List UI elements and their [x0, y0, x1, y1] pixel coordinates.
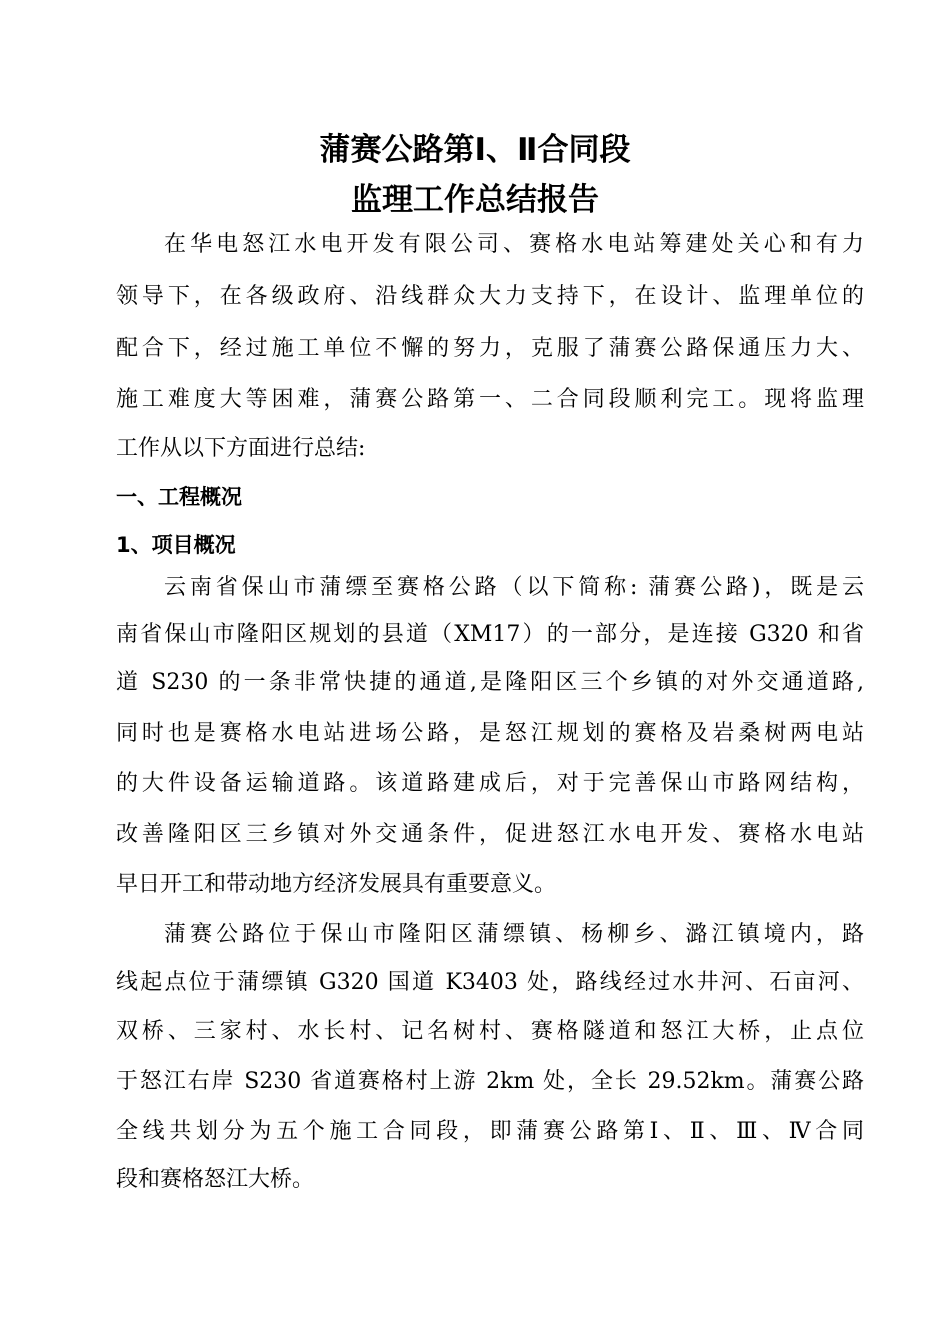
document-title-line-1: 蒲赛公路第Ⅰ、Ⅱ合同段: [319, 132, 631, 168]
para2-line-6: 段和赛格怒江大桥。: [116, 1167, 315, 1192]
para2-line-4: 于怒江右岸 S230 省道赛格村上游 2km 处，全长 29.52km。蒲赛公路: [116, 1069, 864, 1094]
para2-line-5: 全线共划分为五个施工合同段，即蒲赛公路第Ⅰ、Ⅱ、Ⅲ、Ⅳ合同: [116, 1119, 864, 1144]
para1-line-7: 早日开工和带动地方经济发展具有重要意义。: [116, 872, 557, 897]
para2-line-1: 蒲赛公路位于保山市隆阳区蒲缥镇、杨柳乡、潞江镇境内，路: [164, 922, 864, 947]
para1-line-2: 南省保山市隆阳区规划的县道（XM17）的一部分，是连接 G320 和省: [116, 622, 864, 647]
section-heading-overview: 一、工程概况: [116, 485, 242, 509]
intro-line-3: 配合下，经过施工单位不懈的努力，克服了蒲赛公路保通压力大、: [116, 336, 864, 361]
document-title-line-2: 监理工作总结报告: [351, 182, 599, 218]
para2-line-2: 线起点位于蒲缥镇 G320 国道 K3403 处，路线经过水井河、石亩河、: [116, 970, 864, 995]
para1-line-1: 云南省保山市蒲缥至赛格公路（以下简称: 蒲赛公路)，既是云: [164, 575, 864, 600]
intro-line-4: 施工难度大等困难，蒲赛公路第一、二合同段顺利完工。现将监理: [116, 387, 864, 412]
intro-line-5: 工作从以下方面进行总结:: [116, 436, 366, 461]
para1-line-6: 改善隆阳区三乡镇对外交通条件，促进怒江水电开发、赛格水电站: [116, 822, 864, 847]
para1-line-4: 同时也是赛格水电站进场公路，是怒江规划的赛格及岩桑树两电站: [116, 721, 864, 746]
intro-line-2: 领导下，在各级政府、沿线群众大力支持下，在设计、监理单位的: [116, 284, 864, 309]
intro-line-1: 在华电怒江水电开发有限公司、赛格水电站筹建处关心和有力: [164, 232, 864, 257]
para1-line-5: 的大件设备运输道路。该道路建成后，对于完善保山市路网结构，: [116, 771, 864, 796]
para2-line-3: 双桥、三家村、水长村、记名树村、赛格隧道和怒江大桥，止点位: [116, 1019, 864, 1044]
subsection-heading-project: 1、项目概况: [116, 533, 236, 557]
para1-line-3: 道 S230 的一条非常快捷的通道,是隆阳区三个乡镇的对外交通道路,: [116, 670, 864, 695]
